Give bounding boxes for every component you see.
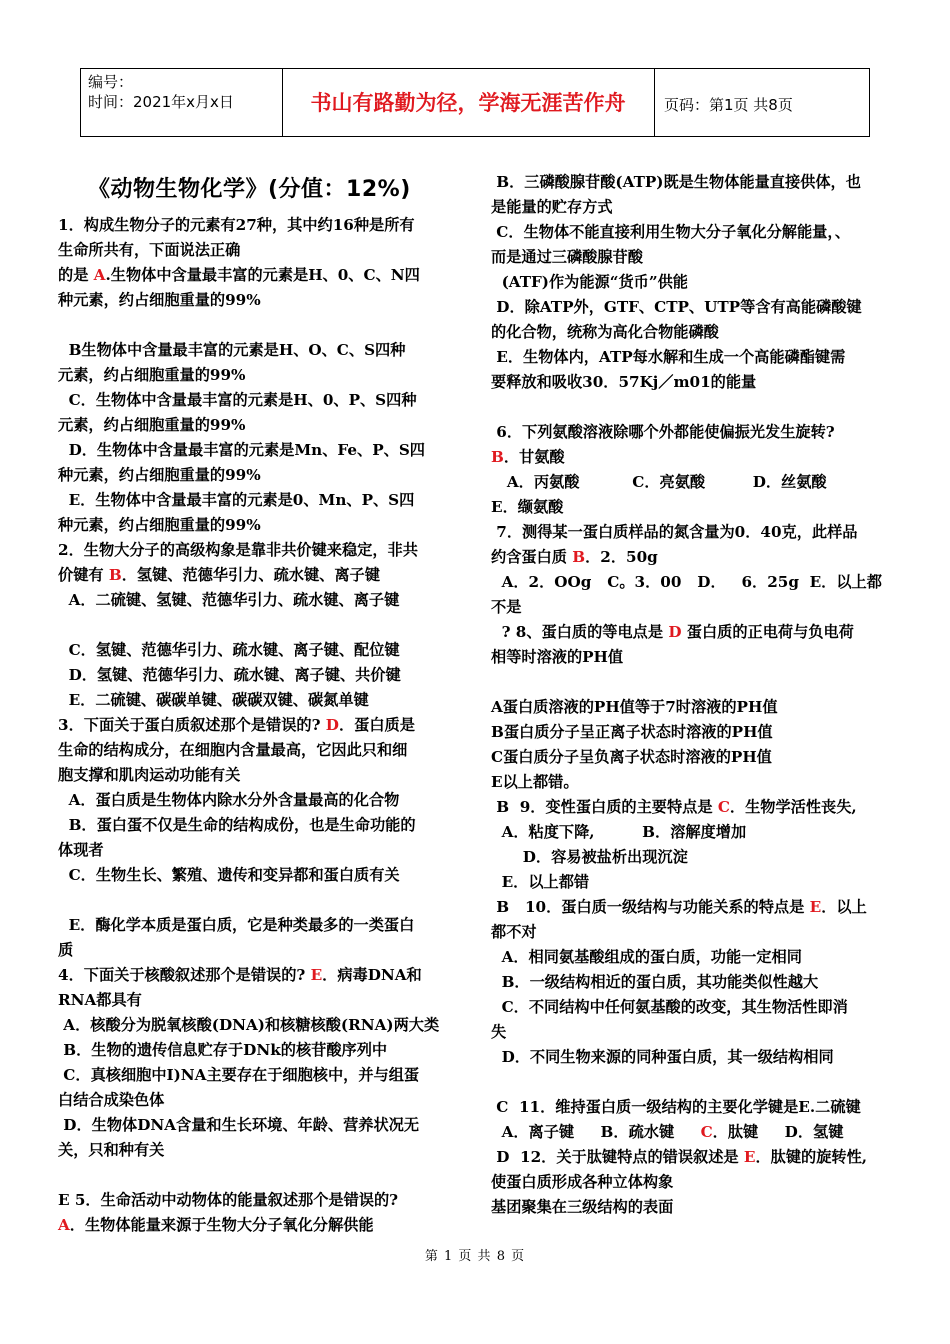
line-text: D．生物体中含量最丰富的元素是Mn、Fe、P、S四 [58,441,425,459]
text-line [491,645,901,670]
line-text: 种元素，约占细胞重量的99% [58,466,261,484]
line-text: B．蛋白蛋不仅是生命的结构成份，也是生命功能的 [58,816,416,834]
text-line [58,838,462,863]
line-text: D．氢键、范德华引力、疏水键、离子键、共价键 [58,666,401,684]
line-text: C．生物生长、繁殖、遗传和变异都和蛋白质有关 [58,866,400,884]
line-text: B生物体中含量最丰富的元素是H、O、C、S四种 [58,341,406,359]
line-text: 生命的结构成分，在细胞内含量最高，它因此只和细 [58,741,408,759]
line-text: B．三磷酸腺苷酸(ATP)既是生物体能量直接供体，也 [491,173,861,191]
answer-letter: E [310,966,323,984]
text-line [58,1138,462,1163]
line-text: 3．下面关于蛋白质叙述那个是错误的? [58,716,326,734]
line-text: 质 [58,941,74,959]
line-text: 不是 [491,598,522,616]
line-text: 4．下面关于核酸叙述那个是错误的? [58,966,311,984]
text-line [491,170,901,195]
text-line [491,770,901,795]
line-text: 相等时溶液的PH值 [491,648,624,666]
text-line [58,1213,462,1238]
text-line [58,1038,462,1063]
header-divider [869,68,870,136]
line-text: 失 [491,1023,507,1041]
line-text: E．二硫键、碳碳单键、碳碳双键、碳氮单键 [58,691,369,709]
text-line [58,1188,462,1213]
text-line [58,888,462,913]
text-line [58,1113,462,1138]
text-line [491,695,901,720]
line-text: 蛋白质的正电荷与负电荷 [681,623,854,641]
text-line [58,763,462,788]
line-text: 价键有 [58,566,109,584]
answer-letter: D [325,716,339,734]
text-line [58,713,462,738]
header-left-cell [88,72,234,112]
text-line [58,413,462,438]
line-text: A．二硫键、氢键、范德华引力、疏水键、离子键 [58,591,400,609]
line-text: 使蛋白质形成各种立体构象 [491,1173,674,1191]
text-line [58,513,462,538]
answer-letter: C [717,798,730,816]
text-line [58,388,462,413]
line-text: D．不同生物来源的同种蛋白质，其一级结构相同 [491,1048,834,1066]
text-line [58,438,462,463]
line-text: 是能量的贮存方式 [491,198,613,216]
line-text: ．以上 [821,898,867,916]
header-divider [654,68,655,136]
text-line [58,938,462,963]
text-line [58,1163,462,1188]
text-line [491,595,901,620]
line-text: ．蛋白质是 [338,716,415,734]
line-text: A．粘度下降, B．溶解度增加 [491,823,747,841]
answer-letter: B [491,448,504,466]
text-line [58,538,462,563]
text-line [491,370,901,395]
line-text: ．甘氨酸 [503,448,565,466]
line-text: D．容易被盐析出现沉淀 [491,848,688,866]
line-text: .生物体中含量最丰富的元素是H、0、C、N四 [105,266,420,284]
text-line [491,670,901,695]
text-line [491,795,901,820]
text-line [58,1013,462,1038]
line-text: 白结合成染色体 [58,1091,165,1109]
text-line [491,1145,901,1170]
text-line [58,988,462,1013]
answer-letter: A [93,266,106,284]
text-line [491,1070,901,1095]
line-text: 1．构成生物分子的元素有27种，其中约16种是所有 [58,216,415,234]
text-line [58,1088,462,1113]
text-line [491,445,901,470]
text-line [491,470,901,495]
right-column [491,170,901,1220]
line-text: E．生物体内，ATP每水解和生成一个高能磷酯键需 [491,348,846,366]
text-line [58,213,462,238]
text-line [491,1195,901,1220]
answer-letter: C [700,1123,713,1141]
text-line [58,313,462,338]
line-text: ．生物体能量来源于生物大分子氧化分解供能 [69,1216,374,1234]
text-line [58,238,462,263]
text-line [58,463,462,488]
line-text: E．酶化学本质是蛋白质，它是种类最多的一类蛋白 [58,916,415,934]
text-line [491,820,901,845]
text-line [491,220,901,245]
text-line [491,545,901,570]
text-line [58,788,462,813]
text-line [58,563,462,588]
text-line [491,970,901,995]
line-text: D 12．关于肽键特点的错误叙述是 [491,1148,744,1166]
line-text: 都不对 [491,923,537,941]
header-bottom-border [80,136,870,137]
line-text: ．肽键 D．氢键 [712,1123,844,1141]
line-text: C．氢键、范德华引力、疏水键、离子键、配位键 [58,641,400,659]
line-text: A．2．OOg C。3．00 D． 6．25g E．以上都 [491,573,882,591]
line-text: C．不同结构中任何氨基酸的改变，其生物活性即消 [491,998,848,1016]
answer-letter: D [668,623,682,641]
line-text: C 11．维持蛋白质一级结构的主要化学键是E.二硫键 [491,1098,861,1116]
line-text: ? 8、蛋白质的等电点是 [491,623,669,641]
line-text: C蛋白质分子呈负离子状态时溶液的PH值 [491,748,772,766]
text-line [491,195,901,220]
header-motto: 书山有路勤为径，学海无涯苦作舟 [310,91,626,115]
text-line [58,688,462,713]
line-text: 种元素，约占细胞重量的99% [58,516,261,534]
line-text: 元素，约占细胞重量的99% [58,416,246,434]
line-text: 关，只和种有关 [58,1141,165,1159]
line-text: E．缬氨酸 [491,498,564,516]
line-text: ．肽键的旋转性, [755,1148,868,1166]
text-line [491,1020,901,1045]
line-text: 的化合物，统称为高化合物能磷酸 [491,323,719,341]
text-line [58,913,462,938]
text-line [58,613,462,638]
text-line [58,288,462,313]
line-text: C．生物体不能直接利用生物大分子氧化分解能量，、 [491,223,851,241]
line-text: 胞支撑和肌肉运动功能有关 [58,766,241,784]
text-line [491,570,901,595]
text-line [491,1170,901,1195]
left-column-body [58,213,462,1238]
right-column-body [491,170,901,1220]
text-line [58,263,462,288]
text-line [58,1063,462,1088]
text-line [491,995,901,1020]
line-text: E以上都错。 [491,773,579,791]
text-line [491,845,901,870]
text-line [491,745,901,770]
text-line [491,920,901,945]
left-column [58,170,462,1238]
text-line [58,813,462,838]
line-text: 7．测得某一蛋白质样品的氮含量为0．40克，此样品 [491,523,858,541]
line-text: 基团聚集在三级结构的表面 [491,1198,674,1216]
answer-letter: B [572,548,586,566]
text-line [491,320,901,345]
line-text: 2．生物大分子的高级构象是靠非共价键来稳定，非共 [58,541,418,559]
text-line [491,870,901,895]
line-text: 体现者 [58,841,104,859]
line-text: ．氢键、范德华引力、疏水键、离子键 [121,566,380,584]
text-line [491,1095,901,1120]
line-text: A蛋白质溶液的PH值等于7时溶液的PH值 [491,698,778,716]
line-text: 的是 [58,266,94,284]
text-line [491,495,901,520]
text-line [491,270,901,295]
header-divider [80,68,81,136]
text-line [491,345,901,370]
answer-letter: E [743,1148,756,1166]
line-text: A．核酸分为脱氧核酸(DNA)和核糖核酸(RNA)两大类 [58,1016,440,1034]
text-line [58,863,462,888]
text-line [491,395,901,420]
text-line [58,338,462,363]
text-line [491,720,901,745]
text-line [491,945,901,970]
line-text: (ATF)作为能源“货币”供能 [491,273,688,291]
text-line [491,1120,901,1145]
text-line [58,363,462,388]
answer-letter: E [809,898,822,916]
line-text: RNA都具有 [58,991,142,1009]
line-text: C．生物体中含量最丰富的元素是H、0、P、S四种 [58,391,417,409]
line-text: E．生物体中含量最丰富的元素是0、Mn、P、S四 [58,491,415,509]
line-text: 元素，约占细胞重量的99% [58,366,246,384]
text-line [491,420,901,445]
line-text: D．生物体DNA含量和生长环境、年龄、营养状况无 [58,1116,420,1134]
text-line [491,1045,901,1070]
line-text: ．2．50g [585,548,658,566]
line-text: A．丙氨酸 C．亮氨酸 D．丝氨酸 [491,473,827,491]
text-line [58,963,462,988]
line-text: C．真核细胞中I)NA主要存在于细胞核中，并与组蛋 [58,1066,420,1084]
text-line [491,245,901,270]
header-page-info: 页码：第1页 共8页 [664,96,793,114]
line-text: 生命所共有，下面说法正确 [58,241,241,259]
line-text: B．生物的遗传信息贮存于DNk的核苷酸序列中 [58,1041,388,1059]
line-text: B．一级结构相近的蛋白质，其功能类似性越大 [491,973,819,991]
answer-letter: B [108,566,122,584]
page-footer: 第 1 页 共 8 页 [424,1249,526,1264]
text-line [491,895,901,920]
text-line [491,520,901,545]
line-text: 而是通过三磷酸腺苷酸 [491,248,643,266]
line-text: A．蛋白质是生物体内除水分外含量最高的化合物 [58,791,400,809]
line-text: 6．下列氨酸溶液除哪个外都能使偏振光发生旋转? [491,423,835,441]
line-text: B蛋白质分子呈正离子状态时溶液的PH值 [491,723,773,741]
time-label: 时间：2021年x月x日 [88,93,234,111]
line-text: E．以上都错 [491,873,590,891]
text-line [58,488,462,513]
line-text: 约含蛋白质 [491,548,573,566]
text-line [58,663,462,688]
line-text: A．相同氨基酸组成的蛋白质，功能一定相同 [491,948,802,966]
line-text: ．病毒DNA和 [322,966,422,984]
line-text: D．除ATP外，GTF、CTP、UTP等含有高能磷酸键 [491,298,862,316]
text-line [58,738,462,763]
text-line [58,638,462,663]
line-text: B 10．蛋白质一级结构与功能关系的特点是 [491,898,810,916]
document-title: 《动物生物化学》(分值：12%) [88,177,411,202]
line-text: E 5．生命活动中动物体的能量叙述那个是错误的? [58,1191,399,1209]
text-line [491,295,901,320]
serial-label: 编号： [88,73,134,91]
text-line [58,588,462,613]
line-text: B 9．变性蛋白质的主要特点是 [491,798,718,816]
line-text: ．生物学活性丧失, [729,798,857,816]
line-text: 种元素，约占细胞重量的99% [58,291,261,309]
answer-letter: A [58,1216,70,1234]
line-text: 要释放和吸收30．57Kj／m01的能量 [491,373,757,391]
line-text: A．离子键 B．疏水键 [491,1123,701,1141]
text-line [491,620,901,645]
